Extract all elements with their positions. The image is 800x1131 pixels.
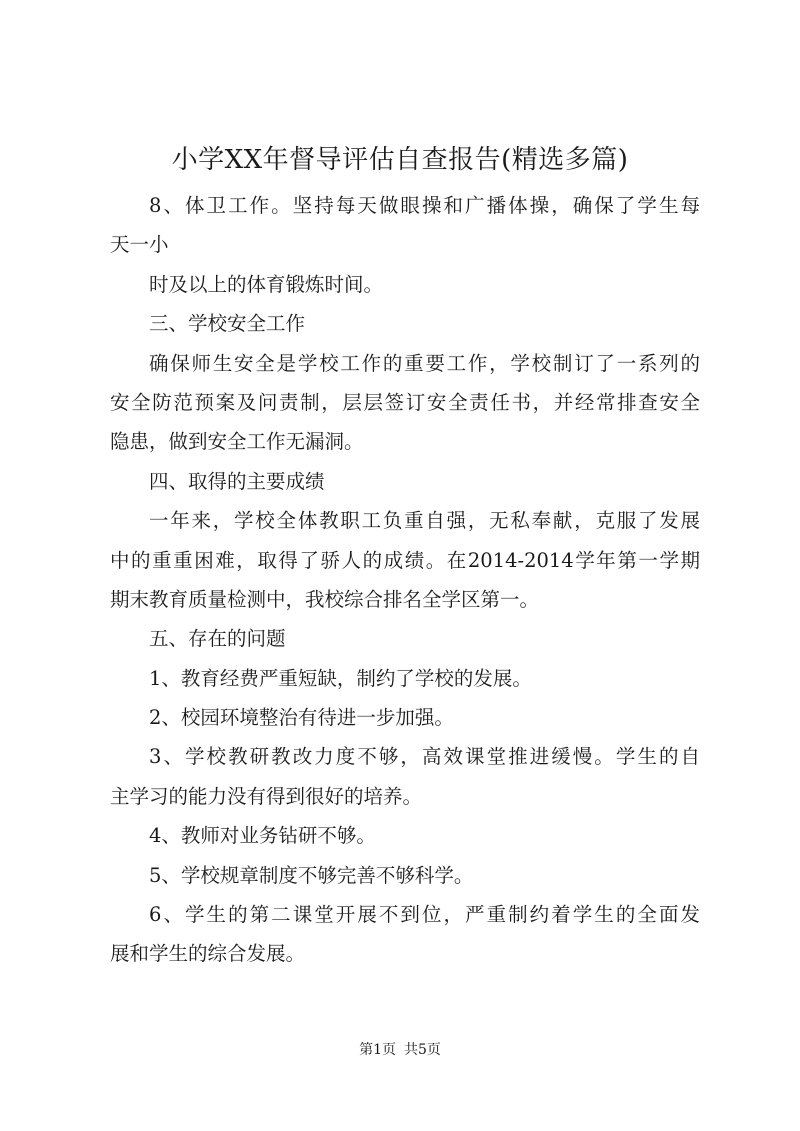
list-item: 5、学校规章制度不够完善不够科学。	[149, 863, 474, 887]
section-heading: 五、存在的问题	[149, 627, 286, 651]
list-item: 1、教育经费严重短缺，制约了学校的发展。	[149, 666, 532, 690]
list-item: 6、学生的第二课堂开展不到位，严重制约着学生的全面发	[149, 903, 700, 927]
list-item: 4、教师对业务钻研不够。	[149, 824, 376, 848]
paragraph-line: 天一小	[110, 233, 169, 257]
paragraph-line: 期末教育质量检测中，我校综合排名全学区第一。	[110, 587, 540, 611]
paragraph-line: 中的重重困难，取得了骄人的成绩。在2014-2014学年第一学期	[110, 548, 700, 572]
page-number: 第1页	[359, 1042, 396, 1058]
document-title: 小学XX年督导评估自查报告(精选多篇)	[171, 145, 629, 175]
paragraph-line: 隐患，做到安全工作无漏洞。	[110, 430, 364, 454]
section-heading: 四、取得的主要成绩	[149, 469, 325, 493]
section-heading: 三、学校安全工作	[149, 312, 306, 336]
paragraph-line: 安全防范预案及问责制，层层签订安全责任书，并经常排查安全	[110, 390, 700, 414]
paragraph-line: 展和学生的综合发展。	[110, 942, 306, 966]
paragraph-line: 时及以上的体育锻炼时间。	[149, 272, 384, 296]
document-body	[110, 186, 700, 974]
page-total: 共5页	[404, 1042, 441, 1058]
page-footer	[0, 1040, 800, 1060]
list-item: 3、学校教研教改力度不够，高效课堂推进缓慢。学生的自	[149, 745, 700, 769]
list-item: 2、校园环境整治有待进一步加强。	[149, 706, 454, 730]
paragraph-line: 一年来，学校全体教职工负重自强，无私奉献，克服了发展	[149, 509, 700, 533]
paragraph-line: 主学习的能力没有得到很好的培养。	[110, 784, 423, 808]
paragraph-line: 8、体卫工作。坚持每天做眼操和广播体操，确保了学生每	[149, 194, 700, 217]
paragraph-line: 确保师生安全是学校工作的重要工作，学校制订了一系列的	[149, 351, 700, 375]
